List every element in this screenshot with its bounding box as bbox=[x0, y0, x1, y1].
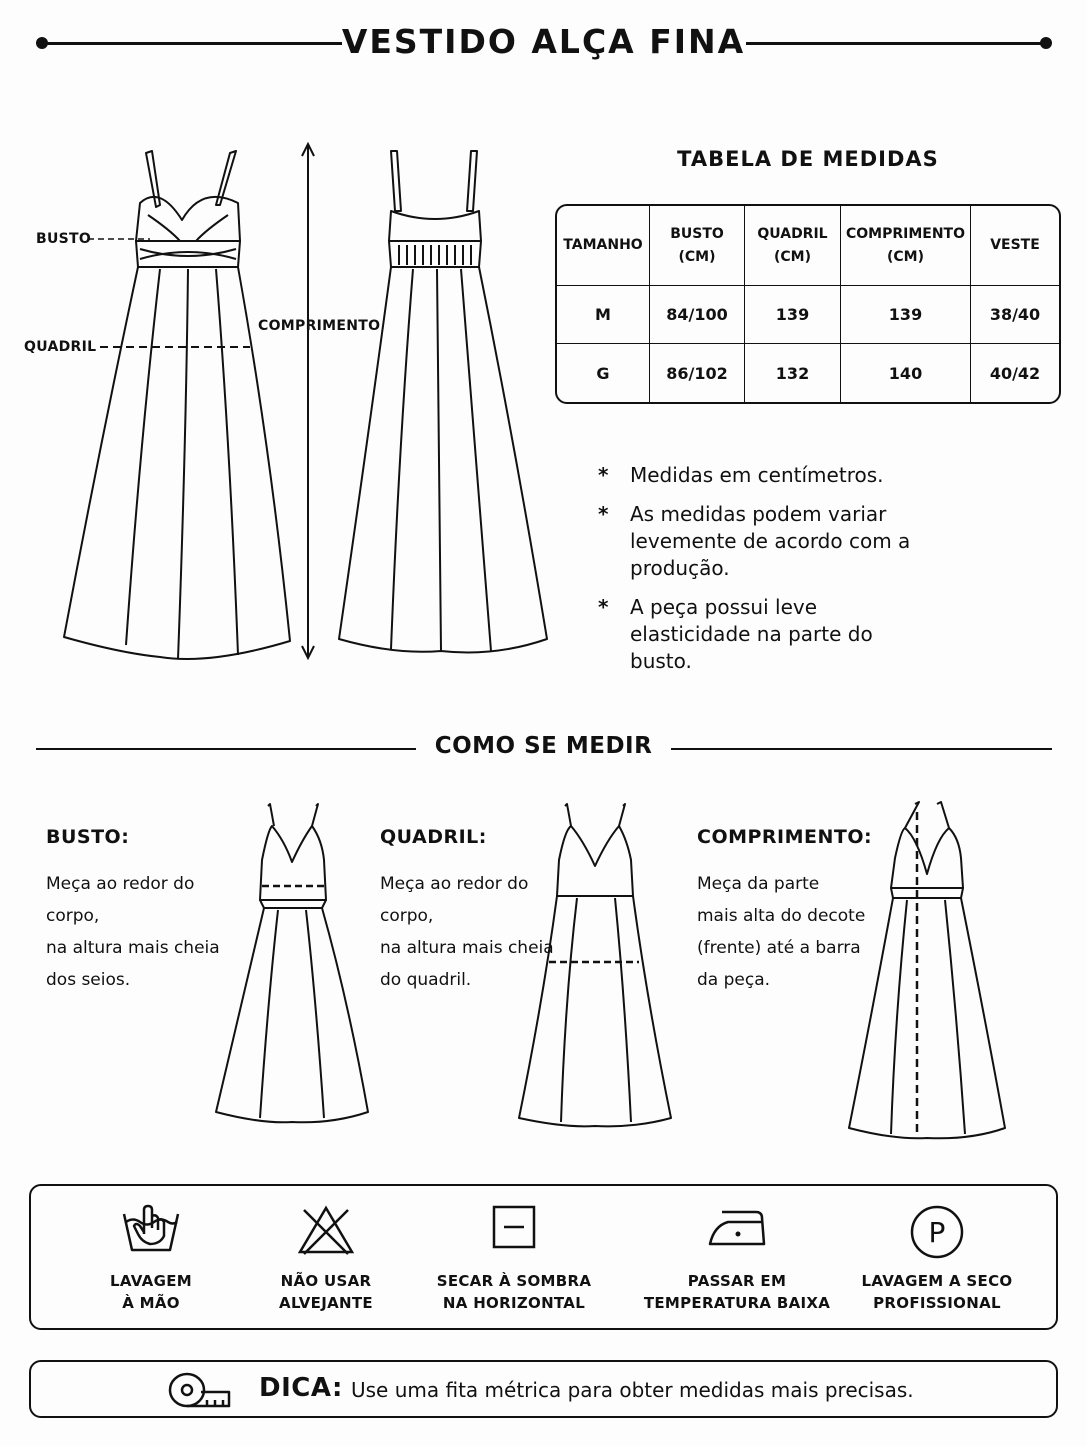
title-dot-right bbox=[1040, 37, 1052, 49]
dress-length-measure-drawing bbox=[845, 798, 1010, 1143]
label-hip: QUADRIL bbox=[24, 339, 97, 355]
care-item-hand-wash: LAVAGEM À MÃO bbox=[51, 1186, 251, 1332]
table-cell: 84/100 bbox=[650, 286, 745, 344]
size-table bbox=[555, 204, 1061, 404]
dress-bust-measure-drawing bbox=[212, 800, 372, 1130]
care-item-iron-low: PASSAR EM TEMPERATURA BAIXA bbox=[627, 1186, 847, 1332]
note-item bbox=[598, 501, 1058, 582]
how-text-hip: Meça ao redor do corpo, na altura mais cheia do quadril. bbox=[380, 874, 554, 990]
dress-front-drawing bbox=[60, 145, 300, 670]
table-cell: 139 bbox=[841, 286, 971, 344]
table-cell: 139 bbox=[745, 286, 841, 344]
header-size: TAMANHO bbox=[557, 206, 650, 286]
length-arrow bbox=[298, 142, 318, 660]
how-text-length: Meça da parte mais alta do decote (frente) até a barra da peça. bbox=[697, 874, 866, 990]
iron-low-icon bbox=[706, 1204, 768, 1250]
table-cell: 86/102 bbox=[650, 344, 745, 402]
table-title: TABELA DE MEDIDAS bbox=[677, 147, 939, 171]
no-bleach-icon bbox=[296, 1204, 356, 1256]
note-bullet: * bbox=[598, 463, 609, 487]
note-item bbox=[598, 462, 1058, 489]
table-cell: 40/42 bbox=[989, 363, 1041, 383]
svg-text:P: P bbox=[928, 1216, 946, 1249]
table-cell: M bbox=[557, 286, 650, 344]
label-length: COMPRIMENTO bbox=[258, 318, 381, 334]
note-text: Medidas em centímetros. bbox=[630, 463, 884, 487]
how-to-measure-header bbox=[0, 730, 1087, 770]
title-row bbox=[0, 18, 1087, 68]
table-cell: G bbox=[557, 344, 650, 402]
header-bust: BUSTO (CM) bbox=[650, 206, 745, 286]
table-cell: 132 bbox=[745, 344, 841, 402]
measuring-tape-icon bbox=[167, 1370, 233, 1410]
tip-text: Use uma fita métrica para obter medidas mais precisas. bbox=[351, 1378, 914, 1402]
note-bullet: * bbox=[598, 595, 609, 619]
header-fits: VESTE bbox=[971, 206, 1059, 286]
care-instructions-box bbox=[29, 1184, 1058, 1330]
hand-wash-icon bbox=[120, 1204, 182, 1258]
flat-dry-shade-icon bbox=[491, 1204, 537, 1250]
how-heading-length: COMPRIMENTO: bbox=[697, 826, 873, 848]
how-heading-hip: QUADRIL: bbox=[380, 826, 487, 848]
label-bust: BUSTO bbox=[36, 231, 92, 247]
table-header-row bbox=[557, 206, 1059, 286]
note-text: A peça possui leve elasticidade na parte do busto. bbox=[630, 595, 873, 673]
dress-back-drawing bbox=[335, 145, 550, 670]
care-item-no-bleach: NÃO USAR ALVEJANTE bbox=[226, 1186, 426, 1332]
bust-leader-line bbox=[88, 236, 150, 242]
note-bullet: * bbox=[598, 502, 609, 526]
header-hip: QUADRIL (CM) bbox=[745, 206, 841, 286]
how-heading-bust: BUSTO: bbox=[46, 826, 130, 848]
table-row bbox=[557, 344, 1059, 402]
care-item-flat-dry-shade: SECAR À SOMBRA NA HORIZONTAL bbox=[414, 1186, 614, 1332]
note-text: As medidas podem variar levemente de acordo com a produção. bbox=[630, 502, 911, 580]
dress-hip-measure-drawing bbox=[515, 800, 675, 1130]
notes-list bbox=[598, 462, 1058, 687]
page-title: VESTIDO ALÇA FINA bbox=[341, 22, 746, 61]
table-cell: 140 bbox=[841, 344, 971, 402]
table-cell: 38/40 bbox=[971, 286, 1059, 344]
title-line-right bbox=[746, 42, 1046, 45]
section-line-right bbox=[671, 748, 1052, 750]
how-text-bust: Meça ao redor do corpo, na altura mais cheia dos seios. bbox=[46, 874, 220, 990]
note-item bbox=[598, 594, 1058, 675]
section-title: COMO SE MEDIR bbox=[434, 733, 653, 759]
header-length: COMPRIMENTO (CM) bbox=[841, 206, 971, 286]
dry-clean-icon bbox=[909, 1204, 965, 1260]
tip-label: DICA: bbox=[259, 1373, 343, 1403]
table-row bbox=[557, 286, 1059, 344]
care-item-dry-clean: P LAVAGEM A SECO PROFISSIONAL bbox=[837, 1186, 1037, 1332]
tip-box bbox=[29, 1360, 1058, 1418]
